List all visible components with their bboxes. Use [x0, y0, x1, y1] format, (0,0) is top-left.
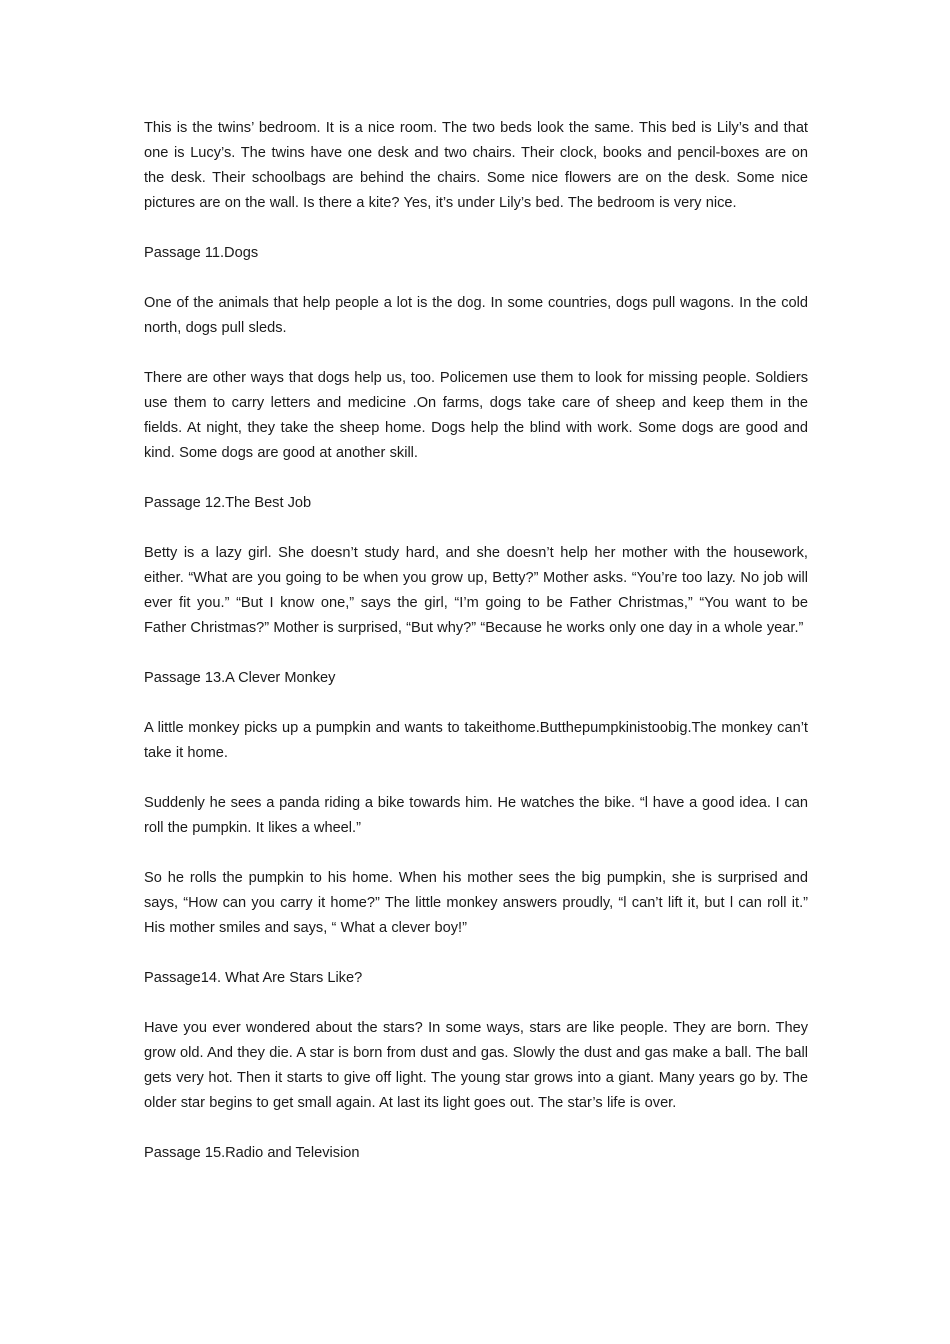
heading-passage-11: Passage 11.Dogs	[144, 245, 259, 261]
paragraph-dogs-1: One of the animals that help people a lot is the dog. In some countries, dogs pull wagons. In the cold north, dogs pull sleds.	[144, 295, 808, 336]
paragraph-stars: Have you ever wondered about the stars? In some ways, stars are like people. They are born. They grow old. And they die. A star is born from dust and gas. Slowly the dust and gas make a ball. The ball gets very hot. Then it starts to give off light. The young star grows into a giant. Many years go by. The older star begins to get small again. At last its light goes out. The star’s life is over.	[144, 1020, 808, 1111]
paragraph-monkey-2: Suddenly he sees a panda riding a bike towards him. He watches the bike. “l have a good idea. I can roll the pumpkin. It likes a wheel.”	[144, 795, 808, 836]
paragraph-best-job: Betty is a lazy girl. She doesn’t study hard, and she doesn’t help her mother with the housework, either. “What are you going to be when you grow up, Betty?” Mother asks. “You’re too lazy. No job will ever fit you.” “But I know one,” says the girl, “I’m going to be Father Christmas,” “You want to be Father Christmas?” Mother is surprised, “But why?” “Because he works only one day in a whole year.”	[144, 545, 808, 636]
heading-passage-12: Passage 12.The Best Job	[144, 495, 312, 511]
paragraph-dogs-2: There are other ways that dogs help us, too. Policemen use them to look for missing people. Soldiers use them to carry letters and medicine .On farms, dogs take care of sheep and keep them in the fields. At night, they take the sheep home. Dogs help the blind with work. Some dogs are good and kind. Some dogs are good at another skill.	[144, 370, 808, 461]
document-page	[144, 116, 808, 1191]
paragraph-monkey-1: A little monkey picks up a pumpkin and wants to takeithome.Butthepumpkinistoobig.The monkey can’t take it home.	[144, 720, 808, 761]
paragraph-monkey-3: So he rolls the pumpkin to his home. When his mother sees the big pumpkin, she is surprised and says, “How can you carry it home?” The little monkey answers proudly, “l can’t lift it, but l can roll it.” His mother smiles and says, “ What a clever boy!”	[144, 870, 808, 936]
heading-passage-13: Passage 13.A Clever Monkey	[144, 670, 336, 686]
heading-passage-14: Passage14. What Are Stars Like?	[144, 970, 363, 986]
heading-passage-15: Passage 15.Radio and Television	[144, 1145, 360, 1161]
paragraph-twins-bedroom: This is the twins’ bedroom. It is a nice room. The two beds look the same. This bed is Lily’s and that one is Lucy’s. The twins have one desk and two chairs. Their clock, books and pencil-boxes are on the desk. Their schoolbags are behind the chairs. Some nice flowers are on the desk. Some nice pictures are on the wall. Is there a kite? Yes, it’s under Lily’s bed. The bedroom is very nice.	[144, 120, 808, 211]
